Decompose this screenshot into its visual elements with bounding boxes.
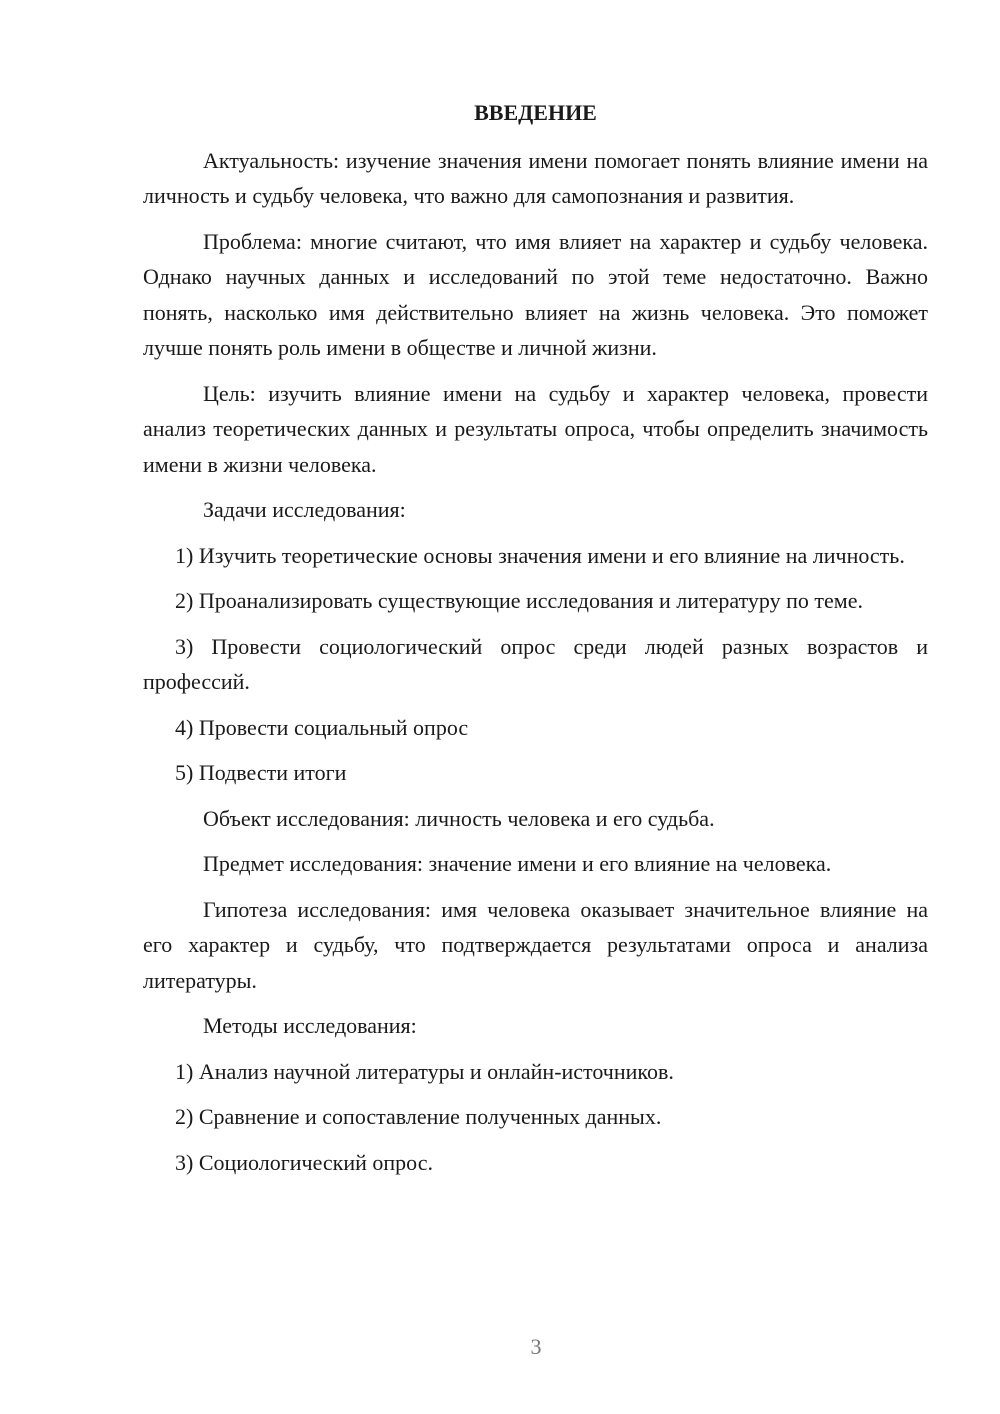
- page-number: 3: [530, 1334, 542, 1359]
- methods-heading: Методы исследования:: [203, 1013, 417, 1038]
- task-item: 1) Изучить теоретические основы значения имени и его влияние на личность.: [175, 542, 905, 568]
- subject-line: Предмет исследования: значение имени и его влияние на человека.: [203, 851, 832, 876]
- method-item: 1) Анализ научной литературы и онлайн-источников.: [175, 1058, 674, 1084]
- page-content: [143, 95, 928, 1190]
- object-line: Объект исследования: личность человека и его судьба.: [203, 805, 715, 831]
- task-item: 2) Проанализировать существующие исследования и литературу по теме.: [175, 588, 863, 613]
- problem-paragraph: Проблема: многие считают, что имя влияет на характер и судьбу человека. Однако научных данных и исследований по этой теме недостаточно. Важно понять, насколько имя действительно влияет на жизнь человека. Это поможет лучше понять роль имени в обществе и личной жизни.: [143, 228, 928, 360]
- hypothesis-paragraph: Гипотеза исследования: имя человека оказывает значительное влияние на его характер и судьбу, что подтверждается результатами опроса и анализа литературы.: [143, 896, 928, 993]
- relevance-paragraph: Актуальность: изучение значения имени помогает понять влияние имени на личность и судьбу человека, что важно для самопознания и развития.: [143, 147, 928, 208]
- method-item: 3) Социологический опрос.: [175, 1149, 433, 1175]
- task-item: 3) Провести социологический опрос среди людей разных возрастов и профессий.: [143, 633, 928, 694]
- page-title: ВВЕДЕНИЕ: [474, 100, 597, 125]
- task-item: 4) Провести социальный опрос: [175, 714, 469, 740]
- method-item: 2) Сравнение и сопоставление полученных данных.: [175, 1104, 662, 1129]
- tasks-heading: Задачи исследования:: [203, 497, 406, 522]
- goal-paragraph: Цель: изучить влияние имени на судьбу и характер человека, провести анализ теоретических данных и результаты опроса, чтобы определить значимость имени в жизни человека.: [143, 380, 928, 477]
- task-item: 5) Подвести итоги: [175, 760, 347, 785]
